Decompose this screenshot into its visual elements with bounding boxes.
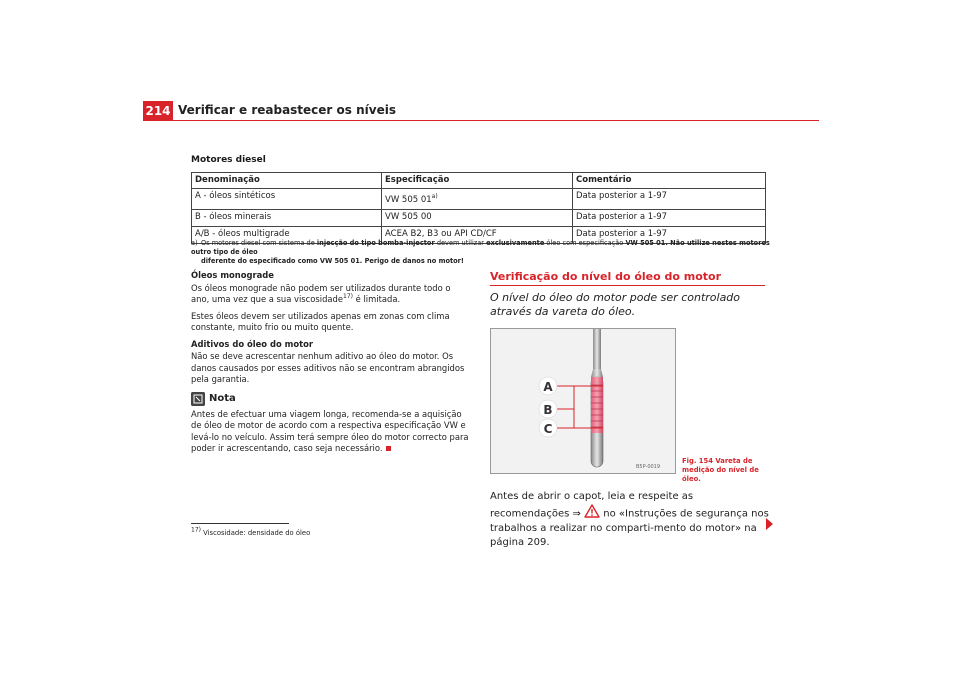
next-page-arrow-icon bbox=[766, 518, 773, 530]
table-row bbox=[192, 210, 766, 227]
table-footnote bbox=[191, 239, 771, 266]
page-header-title: Verificar e reabastecer os níveis bbox=[178, 103, 396, 117]
tfn-bold: exclusivamente bbox=[486, 239, 545, 247]
paragraph-text: é limitada. bbox=[352, 294, 401, 304]
tfn-text: óleo com especificação bbox=[544, 239, 626, 247]
footnote-text: Viscosidade: densidade do óleo bbox=[203, 529, 311, 537]
cell-name: B - óleos minerais bbox=[192, 210, 382, 227]
svg-text:A: A bbox=[543, 380, 553, 394]
figure-caption: Fig. 154 Vareta de medição do nível de óleo. bbox=[682, 457, 759, 483]
section-rule bbox=[490, 285, 765, 286]
heading-additives: Aditivos do óleo do motor bbox=[191, 338, 314, 349]
table-header-row bbox=[192, 173, 766, 189]
column-header: Comentário bbox=[573, 173, 766, 189]
section-title: Verificação do nível do óleo do motor bbox=[490, 270, 722, 283]
cell-comment: Data posterior a 1-97 bbox=[573, 189, 766, 210]
note-heading bbox=[191, 392, 471, 406]
table-row bbox=[192, 189, 766, 210]
figure-label-c bbox=[539, 419, 557, 437]
figure-label-a bbox=[539, 377, 557, 395]
warning-icon bbox=[584, 504, 600, 523]
paragraph-text: Os óleos monograde não podem ser utilizados durante todo o ano, uma vez que a sua viscosidade bbox=[191, 282, 451, 304]
column-header: Denominação bbox=[192, 173, 382, 189]
footnote-ref: 17) bbox=[343, 293, 353, 301]
footnote-mark: 17) bbox=[191, 526, 201, 534]
oil-spec-table bbox=[191, 172, 766, 244]
cell-spec: ACEA B2, B3 ou API CD/CF bbox=[382, 227, 573, 244]
paragraph bbox=[191, 283, 471, 306]
paragraph: Estes óleos devem ser utilizados apenas em zonas com clima constante, muito frio ou muito quente. bbox=[191, 310, 450, 332]
safety-instruction bbox=[490, 490, 770, 549]
table-footnote-mark: a) bbox=[191, 239, 198, 247]
svg-text:C: C bbox=[543, 422, 553, 436]
tfn-text: devem utilizar bbox=[434, 239, 487, 247]
figure-code: B5P-0019 bbox=[636, 464, 661, 470]
footnote-ref: a) bbox=[431, 193, 438, 201]
tfn-text: Os motores diesel com sistema de bbox=[201, 239, 317, 247]
tfn-bold: injecção do tipo bomba-injector bbox=[316, 239, 435, 247]
cell-spec bbox=[382, 189, 573, 210]
body-text: Antes de abrir o capot, leia e respeite as recomendações ⇒ bbox=[490, 491, 694, 519]
spec-value: VW 505 01 bbox=[385, 195, 432, 205]
note-text: Antes de efectuar uma viagem longa, recomenda-se a aquisição de óleo de motor de acordo com a respectiva especificação VW e levá-lo no veículo. Assim terá sempre óleo do motor correcto para poder ir acrescentando, caso seja necessário. bbox=[191, 408, 469, 453]
cell-name: A/B - óleos multigrade bbox=[192, 227, 382, 244]
left-column bbox=[191, 270, 471, 460]
note-paragraph bbox=[191, 409, 471, 455]
dipstick-illustration bbox=[491, 329, 676, 474]
footnote-17 bbox=[191, 526, 311, 537]
svg-text:B: B bbox=[543, 403, 553, 417]
section-end-marker bbox=[386, 446, 391, 451]
page-number: 214 bbox=[143, 101, 173, 121]
body-text: no «Instruções de segurança nos trabalhos a realizar no comparti-mento do motor» na página 209. bbox=[490, 507, 769, 548]
cell-comment: Data posterior a 1-97 bbox=[573, 210, 766, 227]
header-rule bbox=[143, 120, 819, 121]
cell-spec: VW 505 00 bbox=[382, 210, 573, 227]
section-intro: O nível do óleo do motor pode ser controlado através da vareta do óleo. bbox=[490, 291, 741, 318]
note-icon bbox=[191, 392, 205, 406]
dipstick-figure bbox=[490, 328, 676, 474]
paragraph: Não se deve acrescentar nenhum aditivo ao óleo do motor. Os danos causados por esses aditivos não se encontram abrangidos pela garantia. bbox=[191, 351, 465, 384]
column-header: Especificação bbox=[382, 173, 573, 189]
note-label: Nota bbox=[209, 392, 236, 404]
cell-comment: Data posterior a 1-97 bbox=[573, 227, 766, 244]
tfn-bold: VW 505 01. Não utilize nestes motores outro tipo de óleo bbox=[191, 239, 770, 256]
cell-name: A - óleos sintéticos bbox=[192, 189, 382, 210]
table-title: Motores diesel bbox=[191, 155, 266, 165]
heading-monograde: Óleos monograde bbox=[191, 270, 274, 280]
figure-label-b bbox=[539, 400, 557, 418]
tfn-bold: diferente do especificado como VW 505 01. Perigo de danos no motor! bbox=[201, 257, 464, 265]
footnote-rule bbox=[191, 523, 289, 524]
